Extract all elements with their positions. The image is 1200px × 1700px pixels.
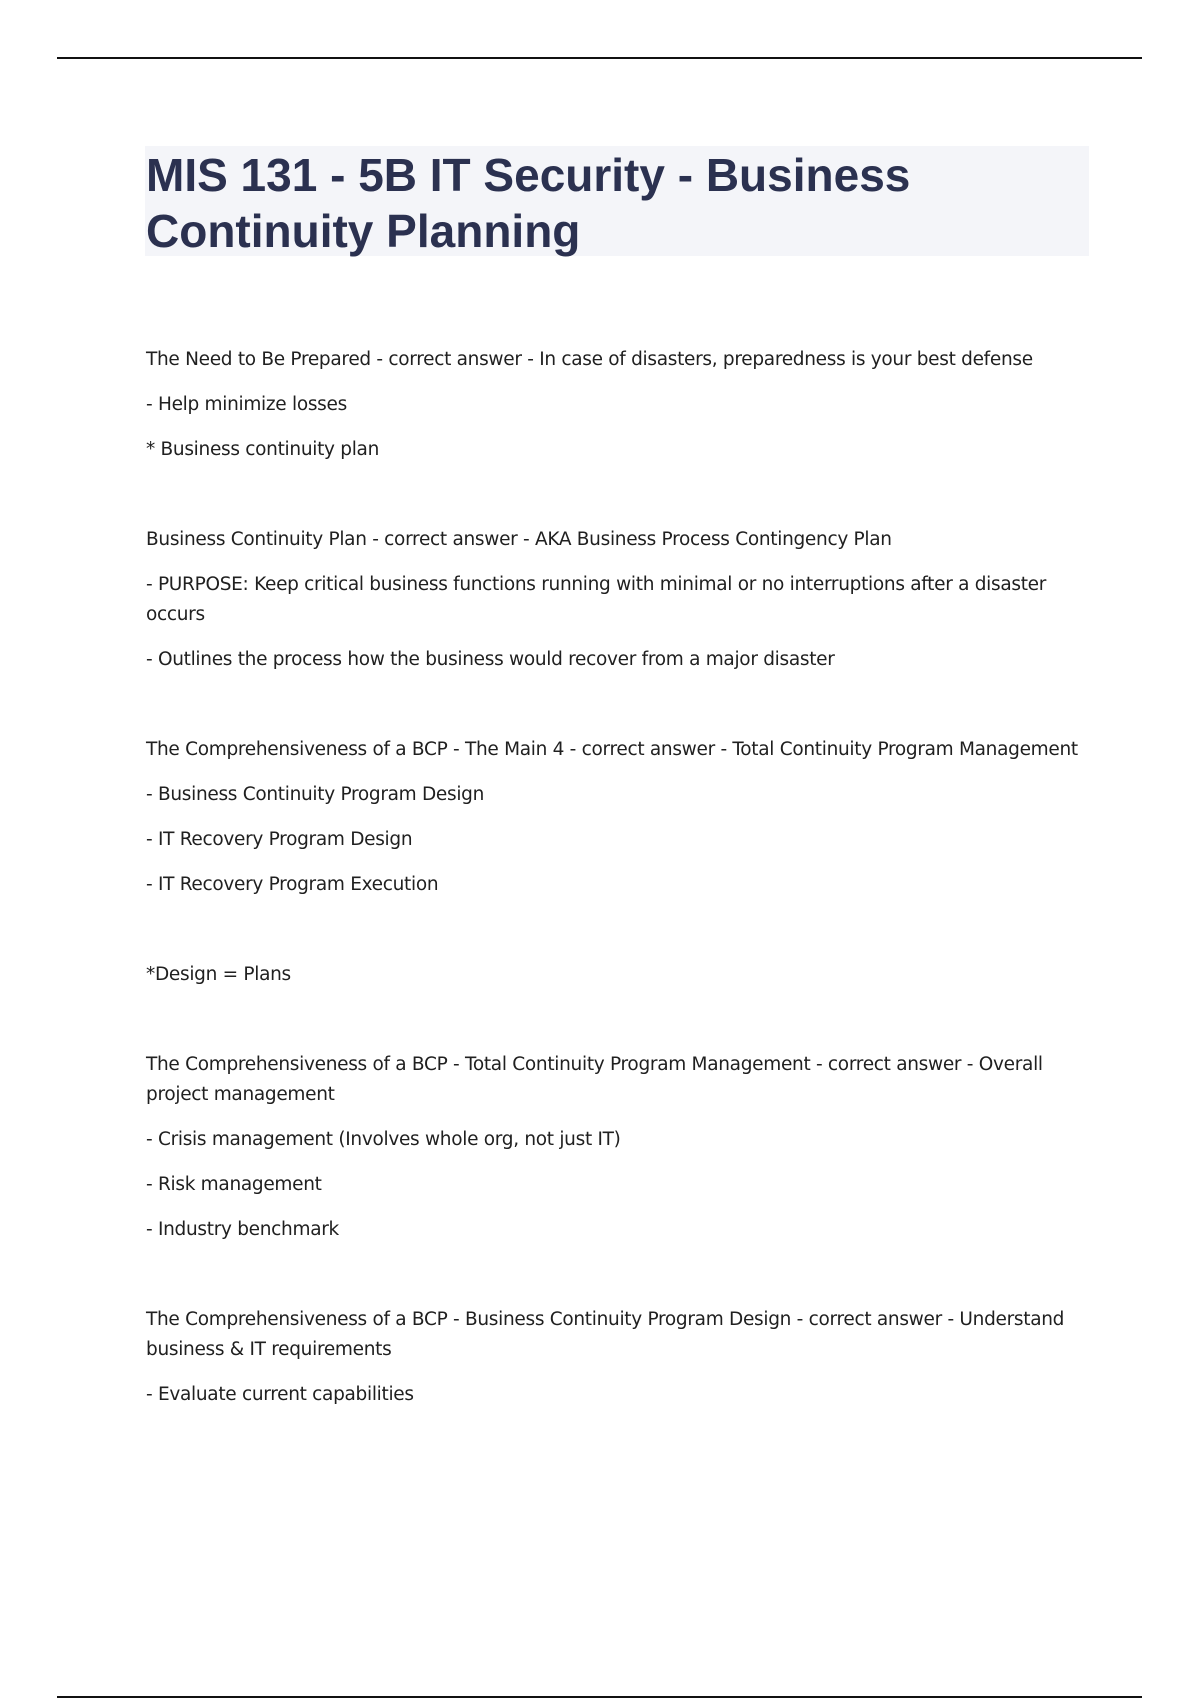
card-line: - IT Recovery Program Design [146, 829, 413, 850]
card-line: * Business continuity plan [146, 439, 380, 460]
card-line: - PURPOSE: Keep critical business functions running with minimal or no interruptions after a disaster occurs [146, 574, 1047, 625]
document-title: MIS 131 - 5B IT Security - Business Continuity Planning [146, 149, 911, 257]
note-card [146, 960, 1086, 990]
qa-card [146, 345, 1086, 465]
card-line: - Help minimize losses [146, 394, 347, 415]
card-question: The Comprehensiveness of a BCP - Business Continuity Program Design - correct answer - Understand business & IT requirements [146, 1309, 1065, 1360]
qa-card [146, 1050, 1086, 1245]
card-line: - Evaluate current capabilities [146, 1384, 414, 1405]
bottom-rule [57, 1696, 1142, 1698]
qa-card [146, 525, 1086, 675]
card-question: The Need to Be Prepared - correct answer - In case of disasters, preparedness is your best defense [146, 349, 1033, 370]
card-line: - IT Recovery Program Execution [146, 874, 439, 895]
card-line: - Crisis management (Involves whole org, not just IT) [146, 1129, 621, 1150]
card-line: - Risk management [146, 1174, 322, 1195]
top-rule [57, 57, 1142, 59]
card-question: Business Continuity Plan - correct answer - AKA Business Process Contingency Plan [146, 529, 892, 550]
card-line: - Outlines the process how the business would recover from a major disaster [146, 649, 835, 670]
qa-card [146, 735, 1086, 900]
card-question: The Comprehensiveness of a BCP - The Main 4 - correct answer - Total Continuity Program Management [146, 739, 1078, 760]
card-line: - Industry benchmark [146, 1219, 339, 1240]
card-line: - Business Continuity Program Design [146, 784, 485, 805]
document-body [146, 345, 1086, 1470]
card-note: *Design = Plans [146, 964, 291, 985]
card-question: The Comprehensiveness of a BCP - Total Continuity Program Management - correct answer - Overall project management [146, 1054, 1043, 1105]
qa-card [146, 1305, 1086, 1410]
